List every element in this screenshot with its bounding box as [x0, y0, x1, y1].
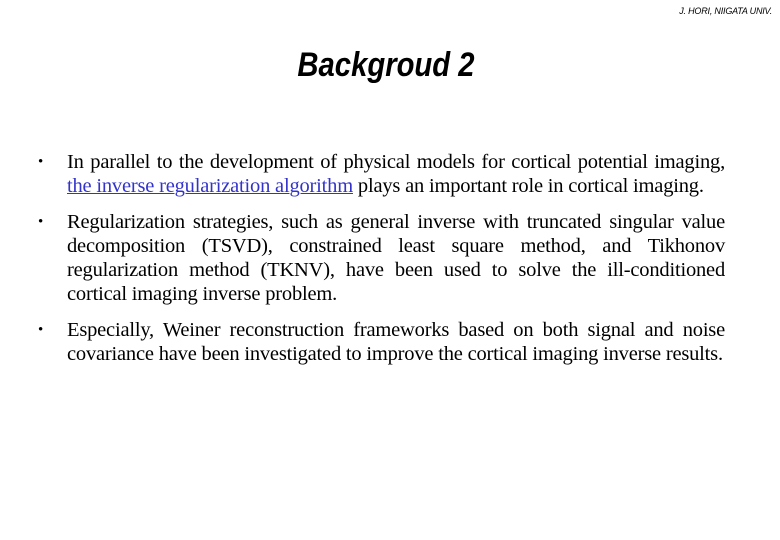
author-credit: J. HORI, NIIGATA UNIV.	[679, 6, 772, 16]
bullet-text: Regularization strategies, such as general inverse with truncated singular value decomposition (TSVD), constrained least square method, and Tikhonov regularization method (TKNV), have been used to solve the ill-conditioned cortical imaging inverse problem.	[67, 211, 725, 305]
inverse-regularization-link[interactable]: the inverse regularization algorithm	[67, 175, 353, 197]
bullet-text-after-link: plays an important role in cortical imaging.	[352, 175, 704, 197]
slide-title: Backgroud 2	[297, 46, 475, 84]
bullet-item-1	[36, 150, 725, 198]
bullet-text: Especially, Weiner reconstruction frameworks based on both signal and noise covariance have been investigated to improve the cortical imaging inverse results.	[67, 319, 725, 365]
bullet-list	[36, 150, 725, 378]
bullet-item-3	[36, 318, 725, 366]
bullet-icon: •	[38, 154, 44, 170]
bullet-item-2	[36, 210, 725, 306]
bullet-text-before-link: In parallel to the development of physical models for cortical potential imaging,	[67, 151, 725, 173]
bullet-icon: •	[38, 214, 44, 230]
bullet-text	[67, 150, 725, 198]
bullet-icon: •	[38, 322, 44, 338]
